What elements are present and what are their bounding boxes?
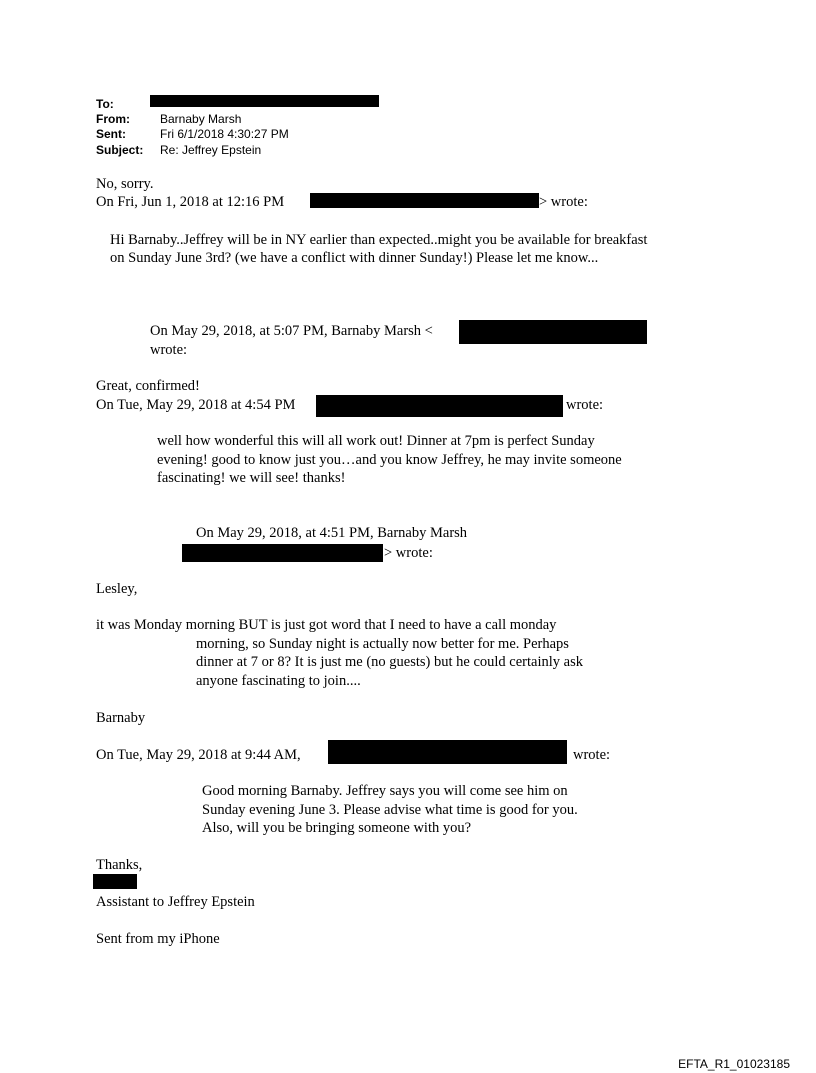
redacted-to-address — [150, 95, 379, 107]
thanks-text: Thanks, — [96, 857, 143, 873]
to-label: To: — [96, 97, 114, 111]
from-label: From: — [96, 112, 130, 126]
quote-wrote: > wrote: — [384, 545, 433, 561]
sent-label: Sent: — [96, 127, 126, 141]
message-line: evening! good to know just you…and you know Jeffrey, he may invite someone — [157, 452, 622, 468]
reply-text: No, sorry. — [96, 176, 154, 192]
assistant-title: Assistant to Jeffrey Epstein — [96, 894, 255, 910]
message-line: well how wonderful this will all work out! Dinner at 7pm is perfect Sunday — [157, 433, 595, 449]
sent-value: Fri 6/1/2018 4:30:27 PM — [160, 127, 289, 141]
document-id: EFTA_R1_01023185 — [678, 1057, 790, 1071]
message-line: dinner at 7 or 8? It is just me (no guests) but he could certainly ask — [196, 654, 583, 670]
quote-intro: On May 29, 2018, at 5:07 PM, Barnaby Marsh < — [150, 323, 433, 339]
redacted-email — [182, 544, 383, 562]
subject-label: Subject: — [96, 143, 144, 157]
message-line: on Sunday June 3rd? (we have a conflict with dinner Sunday!) Please let me know... — [110, 250, 599, 266]
message-line: Hi Barnaby..Jeffrey will be in NY earlier than expected..might you be available for breakfast — [110, 232, 648, 248]
subject-value: Re: Jeffrey Epstein — [160, 143, 262, 157]
from-value: Barnaby Marsh — [160, 112, 242, 126]
message-line: Sunday evening June 3. Please advise what time is good for you. — [202, 802, 578, 818]
message-line: Good morning Barnaby. Jeffrey says you will come see him on — [202, 783, 568, 799]
message-greeting: Lesley, — [96, 581, 138, 597]
message-signature: Barnaby — [96, 710, 146, 726]
quote-intro: On Fri, Jun 1, 2018 at 12:16 PM — [96, 194, 285, 210]
redacted-sender — [310, 193, 539, 208]
quote-intro: On Tue, May 29, 2018 at 4:54 PM — [96, 397, 296, 413]
quote-intro: On Tue, May 29, 2018 at 9:44 AM, — [96, 747, 301, 763]
message-line: anyone fascinating to join.... — [196, 673, 361, 689]
redacted-email — [459, 320, 647, 344]
message-line: fascinating! we will see! thanks! — [157, 470, 346, 486]
message-line: it was Monday morning BUT is just got word that I need to have a call monday — [96, 617, 557, 633]
redacted-sender — [316, 395, 563, 417]
message-line: Great, confirmed! — [96, 378, 200, 394]
quote-wrote: wrote: — [150, 342, 188, 358]
quote-wrote: wrote: — [573, 747, 611, 763]
quote-wrote: > wrote: — [539, 194, 588, 210]
quote-wrote: wrote: — [566, 397, 604, 413]
message-line: Also, will you be bringing someone with you? — [202, 820, 472, 836]
message-line: morning, so Sunday night is actually now better for me. Perhaps — [196, 636, 569, 652]
redacted-sender — [328, 740, 567, 764]
sent-from-text: Sent from my iPhone — [96, 931, 220, 947]
redacted-name — [93, 874, 137, 889]
quote-intro: On May 29, 2018, at 4:51 PM, Barnaby Marsh — [196, 525, 468, 541]
